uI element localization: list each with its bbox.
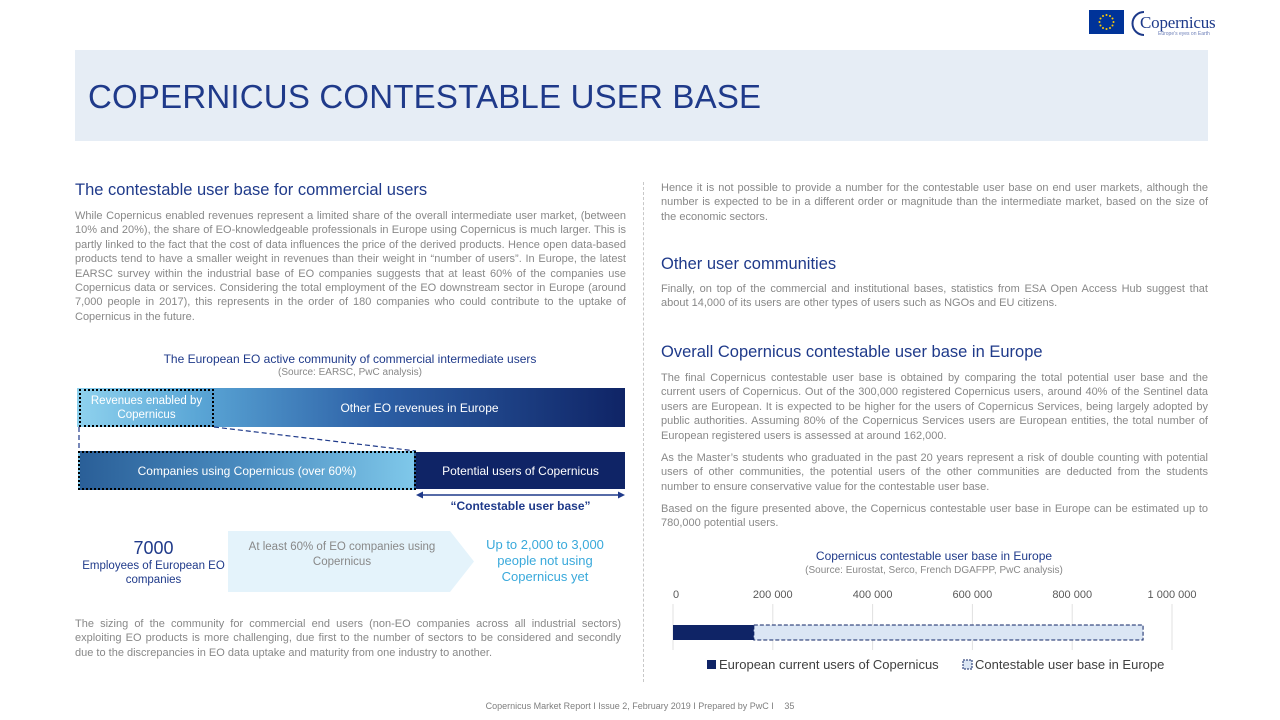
employees-stat-label: Employees of European EO companies (82, 560, 225, 586)
chart-x-tick-label: 400 000 (852, 589, 893, 601)
copernicus-logo-text: Copernicus (1140, 13, 1216, 32)
eo-community-figure-title: The European EO active community of commercial intermediate users (163, 352, 537, 366)
chart-legend-swatch (963, 660, 972, 669)
footer-text: Copernicus Market Report I Issue 2, February 2019 I Prepared by PwC I (485, 701, 774, 711)
copernicus-logo (1130, 8, 1216, 38)
overall-user-base-paragraph-2: As the Master’s students who graduated in the past 20 years represent a risk of double counting with potential users of other communities, the potential users of the other communities are deducted from the students number to ensure conservative value for the contestable user base. (661, 452, 1208, 493)
potential-users-segment: Potential users of Copernicus (416, 452, 625, 489)
overall-user-base-paragraph-1: The final Copernicus contestable user base is obtained by comparing the total potential user base and the current users of Copernicus. Out of the 300,000 registered Copernicus users, around 40% of the Sentinel data users are European. It is expected to be higher for the users of Copernicus Services, being largely adopted by public authorities. Assuming 80% of the Copernicus Services users are European entities, the total number of European registered users is assessed at around 162,000. (661, 372, 1208, 442)
contestable-user-base-label: “Contestable user base” (450, 499, 591, 513)
chart-x-tick-label: 600 000 (952, 589, 993, 601)
chart-bar-current-users (673, 625, 754, 640)
page-footer (0, 701, 1280, 711)
eu-flag-logo (1089, 10, 1124, 34)
other-user-communities-paragraph: Finally, on top of the commercial and institutional bases, statistics from ESA Open Access Hub suggest that about 14,000 of its users are other types of users such as NGOs and EU citizens. (661, 283, 1208, 310)
title-band (75, 50, 1208, 141)
contestable-chart-subtitle: (Source: Eurostat, Serco, French DGAFPP, PwC analysis) (805, 565, 1063, 576)
employees-stat-number: 7000 (133, 538, 174, 558)
companies-share-text: At least 60% of EO companies using Copernicus (248, 541, 436, 568)
page-title: COPERNICUS CONTESTABLE USER BASE (88, 78, 762, 115)
chart-x-tick-label: 0 (673, 589, 680, 601)
chart-x-tick-label: 200 000 (752, 589, 793, 601)
column-divider (643, 182, 644, 682)
chart-legend-swatch (707, 660, 716, 669)
chart-bar-contestable-base (754, 625, 1143, 640)
chart-x-tick-label: 800 000 (1052, 589, 1093, 601)
chart-x-tick-label: 1 000 000 (1147, 589, 1197, 601)
commercial-users-heading: The contestable user base for commercial users (75, 181, 428, 199)
revenues-enabled-segment: Revenues enabled by Copernicus (79, 389, 214, 427)
end-users-paragraph: The sizing of the community for commercial end users (non-EO companies across all industrial sectors) exploiting EO products is more challenging, due first to the number of sectors to be considered and secondly due to the discrepancies in EO data uptake and maturity from one industry to another. (75, 618, 621, 659)
commercial-users-paragraph: While Copernicus enabled revenues represent a limited share of the overall intermediate user market, (between 10% and 20%), the share of EO-knowledgeable professionals in Europe using Copernicus is much larger. This is partly linked to the fact that the cost of data influences the price of the derived products. Hence open data-based products tend to have a smaller weight in revenues than their weight in “number of users”. In Europe, the latest EARSC survey within the industrial base of EO companies suggests that at least 60% of the companies use Copernicus data or services. Considering the total employment of the EO downstream sector in Europe (around 7,000 people in 2017), this represents in the order of 180 companies who could contribute to the uptake of Copernicus in the future. (75, 210, 626, 323)
end-user-markets-paragraph: Hence it is not possible to provide a number for the contestable user base on end user markets, although the number is expected to be in a different order or magnitude than the intermediate market, based on the size of the economic sectors. (661, 182, 1208, 223)
overall-user-base-paragraph-3: Based on the figure presented above, the Copernicus contestable user base in Europe can be estimated up to 780,000 potential users. (661, 503, 1208, 530)
companies-using-copernicus-segment: Companies using Copernicus (over 60%) (78, 451, 416, 490)
eo-community-figure-source: (Source: EARSC, PwC analysis) (278, 367, 422, 378)
chart-legend-label: Contestable user base in Europe (975, 657, 1165, 672)
chart-legend-label: European current users of Copernicus (719, 657, 939, 672)
contestable-user-base-chart (660, 582, 1208, 682)
potential-people-text: Up to 2,000 to 3,000 people not using Copernicus yet (486, 537, 604, 584)
copernicus-logo-tagline: Europe's eyes on Earth (1158, 31, 1210, 37)
page-number: 35 (784, 701, 795, 711)
overall-user-base-heading: Overall Copernicus contestable user base in Europe (661, 343, 1043, 361)
other-eo-revenues-segment: Other EO revenues in Europe (340, 400, 499, 415)
other-user-communities-heading: Other user communities (661, 255, 837, 273)
contestable-chart-title: Copernicus contestable user base in Europe (815, 549, 1053, 563)
